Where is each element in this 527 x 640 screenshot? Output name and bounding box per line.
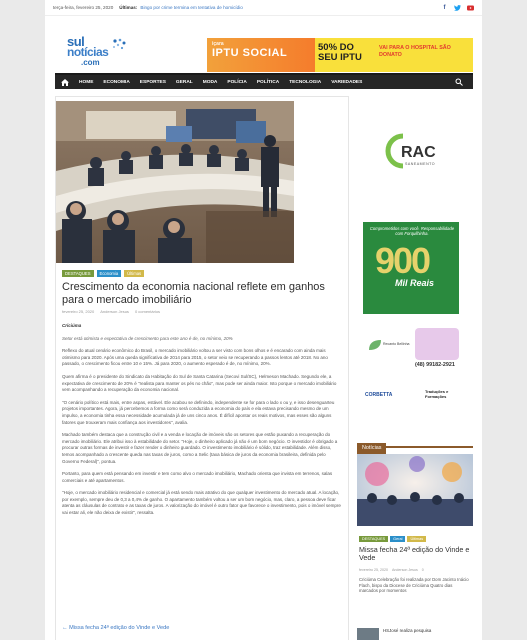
ad4-left-name: CORBETTA xyxy=(365,392,393,398)
ad3-card xyxy=(415,328,459,360)
next-news-title: HSJosé realiza pesquisa xyxy=(383,628,432,633)
news-meta xyxy=(359,568,424,572)
news-thumbnail-image[interactable] xyxy=(357,454,473,526)
latest-label: Últimas: xyxy=(119,5,138,10)
article-lead: Setor está otimista e expectativa de crescimento para este ano é de, no mínimo, 20% xyxy=(62,335,233,341)
search-icon[interactable] xyxy=(455,78,463,86)
rac-subtitle: SANEAMENTO xyxy=(405,162,436,166)
logo-dots-icon xyxy=(111,38,127,52)
article-comments[interactable]: 0 comentários xyxy=(134,309,161,314)
section-title: Notícias xyxy=(357,443,386,455)
top-bar xyxy=(45,0,482,16)
facebook-icon[interactable]: f xyxy=(443,4,446,11)
article-paragraph: Machado também destaca que a construção civil e a venda e locação de imóveis são os setores que estão puxando a recuperação do mercado imobiliário. Ele atribui isso à estabilidade do setor. "Hoje, o dinheiro aplicado já não é um bom negócio. O investidor é obrigado a procurar outras formas de investir e fazer render o dinheiro guardado. O investimento imobiliário é sólido, traz estabilidade. Além disso, temos acompanhado a crescente queda nas taxas de juros, como a Selic (taxa básica de juros da economia brasileira, definida pelo Governo Federal)", pontua. xyxy=(62,432,338,464)
next-news-thumbnail xyxy=(357,628,379,640)
article-paragraph: Quem afirma é o presidente do Sindicato da Habitação do Sul de Santa Catarina (Secovi Sul/SC), Helmeson Machado. Segundo ele, a expectativa de crescimento de 20% é "realista para manter os pés no chão", mas pode ser ainda maior. Isto porque o mercado imobiliário vem acompanhando a recuperação da economia nacional. xyxy=(62,373,337,393)
previous-post-link[interactable]: ← Missa fecha 24ª edição do Vinde e Vede xyxy=(62,625,170,631)
article-date[interactable]: fevereiro 25, 2020 xyxy=(62,309,95,314)
promo-number: 900 xyxy=(375,240,430,281)
leaf-icon xyxy=(367,338,383,352)
nav-item-esportes[interactable]: ESPORTES xyxy=(139,79,166,85)
banner-brand-big: IPTU SOCIAL xyxy=(212,47,288,59)
article-paragraph: "O cenário político está mais, entre aspas, estável. Ele acabou se definindo, independente se for para o lado x ou y, e isso desenguarteu projetos importantes. Agora, já percebemos a forma como será conduzida a economia do país e ela estava precisando mesmo de um impulso, a economia tinha essa necessidade acumulada já de uns cinco anos. É difícil apontar os reais motivos, mas esses são alguns fatores que trouxeram mais confiança aos investidores", avalia. xyxy=(62,399,335,425)
news-comments[interactable]: 0 xyxy=(421,568,424,572)
next-news-item[interactable] xyxy=(357,626,473,640)
tag-destaques[interactable]: DESTAQUES xyxy=(359,536,388,542)
nav-item-economia[interactable]: ECONOMIA xyxy=(103,79,130,85)
ad3-left-name: Recanto Bellinha xyxy=(383,342,410,346)
tag-geral[interactable]: Geral xyxy=(390,536,405,542)
nav-item-moda[interactable]: MODA xyxy=(202,79,218,85)
article-tags xyxy=(62,270,144,277)
twitter-icon[interactable] xyxy=(454,4,461,11)
iptu-banner-ad[interactable] xyxy=(207,38,473,72)
tag-economia[interactable]: Economia xyxy=(97,270,122,277)
latest-news-link[interactable]: Bingo por crime termina em tentativa de homicídio xyxy=(140,5,243,10)
banner-brand xyxy=(207,38,315,72)
tag-ultimas[interactable]: Últimas xyxy=(124,270,144,277)
article-paragraph: "Hoje, o mercado imobiliário residencial e comercial já está sendo mais atrativo do que qualquer investimento do mercado atual. A locação, por exemplo, sempre deu de 0,3 a 0,4% de ganho. O apartamento também voltou a ser um bom negócio, mas, claro, a pessoa deve ficar atenta as cláusulas de contrato e as taxas de juros. A valorização do imóvel é outro fator que favorece o investimento, pois o imóvel sempre vai estar ali, ele não deixa de existir", ressalta. xyxy=(62,490,341,516)
home-icon[interactable] xyxy=(58,75,72,89)
rac-saneamento-ad[interactable] xyxy=(357,100,473,202)
site-logo[interactable] xyxy=(67,36,131,72)
news-date[interactable]: fevereiro 25, 2020 xyxy=(359,568,388,572)
recanto-bellinha-ad[interactable] xyxy=(363,324,465,386)
section-header xyxy=(357,436,473,451)
youtube-icon[interactable] xyxy=(467,4,474,11)
news-title-link[interactable]: Missa fecha 24ª edição do Vinde e Vede xyxy=(359,545,470,562)
article-author[interactable]: Anderson Jesus xyxy=(100,309,129,314)
ad4-right-name: Traduções e Formações xyxy=(425,389,449,399)
forquilhinha-promo-ad[interactable] xyxy=(363,222,459,314)
logo-line-2: notícias xyxy=(67,45,109,59)
rac-name: RAC xyxy=(401,144,436,161)
article-body xyxy=(62,323,344,523)
article-city: Criciúma xyxy=(62,323,82,328)
tag-destaques[interactable]: DESTAQUES xyxy=(62,270,94,277)
sidebar xyxy=(357,96,473,640)
main-navigation xyxy=(55,73,473,89)
nav-item-variedades[interactable]: VARIEDADES xyxy=(331,79,363,85)
page xyxy=(45,0,482,640)
logo-line-1: sul xyxy=(67,34,85,49)
article-featured-image xyxy=(56,101,294,263)
tag-ultimas[interactable]: Últimas xyxy=(407,536,426,542)
current-date: terça-feira, fevereiro 25, 2020 xyxy=(53,5,114,10)
nav-item-home[interactable]: HOME xyxy=(79,79,94,85)
article-meta xyxy=(62,309,160,314)
article-title: Crescimento da economia nacional reflete em ganhos para o mercado imobiliário xyxy=(62,281,325,306)
corbetta-ad[interactable] xyxy=(363,386,465,416)
promo-text: Comprometidos com você. Responsabilidade com Forquilhinha. xyxy=(369,226,455,236)
news-excerpt: Criciúma Celebração foi realizada por Dom Jacinto Inácio Flach, bispo da Diocese de Criciúma Quatro dias marcados por momentos xyxy=(359,577,469,594)
nav-item-policia[interactable]: POLÍCIA xyxy=(227,79,247,85)
article-container xyxy=(55,96,349,640)
news-tags xyxy=(359,536,426,542)
logo-line-3: .com xyxy=(81,58,100,67)
news-author[interactable]: Anderson Jesus xyxy=(391,568,418,572)
banner-cause: VAI PARA O HOSPITAL SÃO DONATO xyxy=(375,38,473,72)
article-paragraph: Reflexo do atual cenário econômico do Brasil, o mercado imobiliário voltou a ser visto com bons olhos e é encarado com ainda mais otimismo para 2020. Após uma queda significativa de 2014 para 2015, o setor veio se recuperando a passos lentos até 2018. No ano passado, o crescimento ficou entre 10 e 15%. Já para 2020, o aumento esperado é de, no mínimo, 20%. xyxy=(62,348,328,367)
nav-item-politica[interactable]: POLÍTICA xyxy=(256,79,280,85)
ad3-phone: (48) 99182-2921 xyxy=(415,362,455,368)
article-paragraph: Portanto, para quem está pensando em investir e tem como alvo o mercado imobiliário, Machado orienta que invista em terrenos, salas comerciais e até apartamentos. xyxy=(62,471,333,483)
site-header xyxy=(45,16,482,72)
social-links xyxy=(441,4,474,11)
banner-offer: 50% DO SEU IPTU xyxy=(315,38,375,72)
nav-item-tecnologia[interactable]: TECNOLOGIA xyxy=(289,79,322,85)
promo-unit: Mil Reais xyxy=(395,278,435,288)
nav-item-geral[interactable]: GERAL xyxy=(175,79,193,85)
banner-brand-small: içara xyxy=(212,41,224,47)
